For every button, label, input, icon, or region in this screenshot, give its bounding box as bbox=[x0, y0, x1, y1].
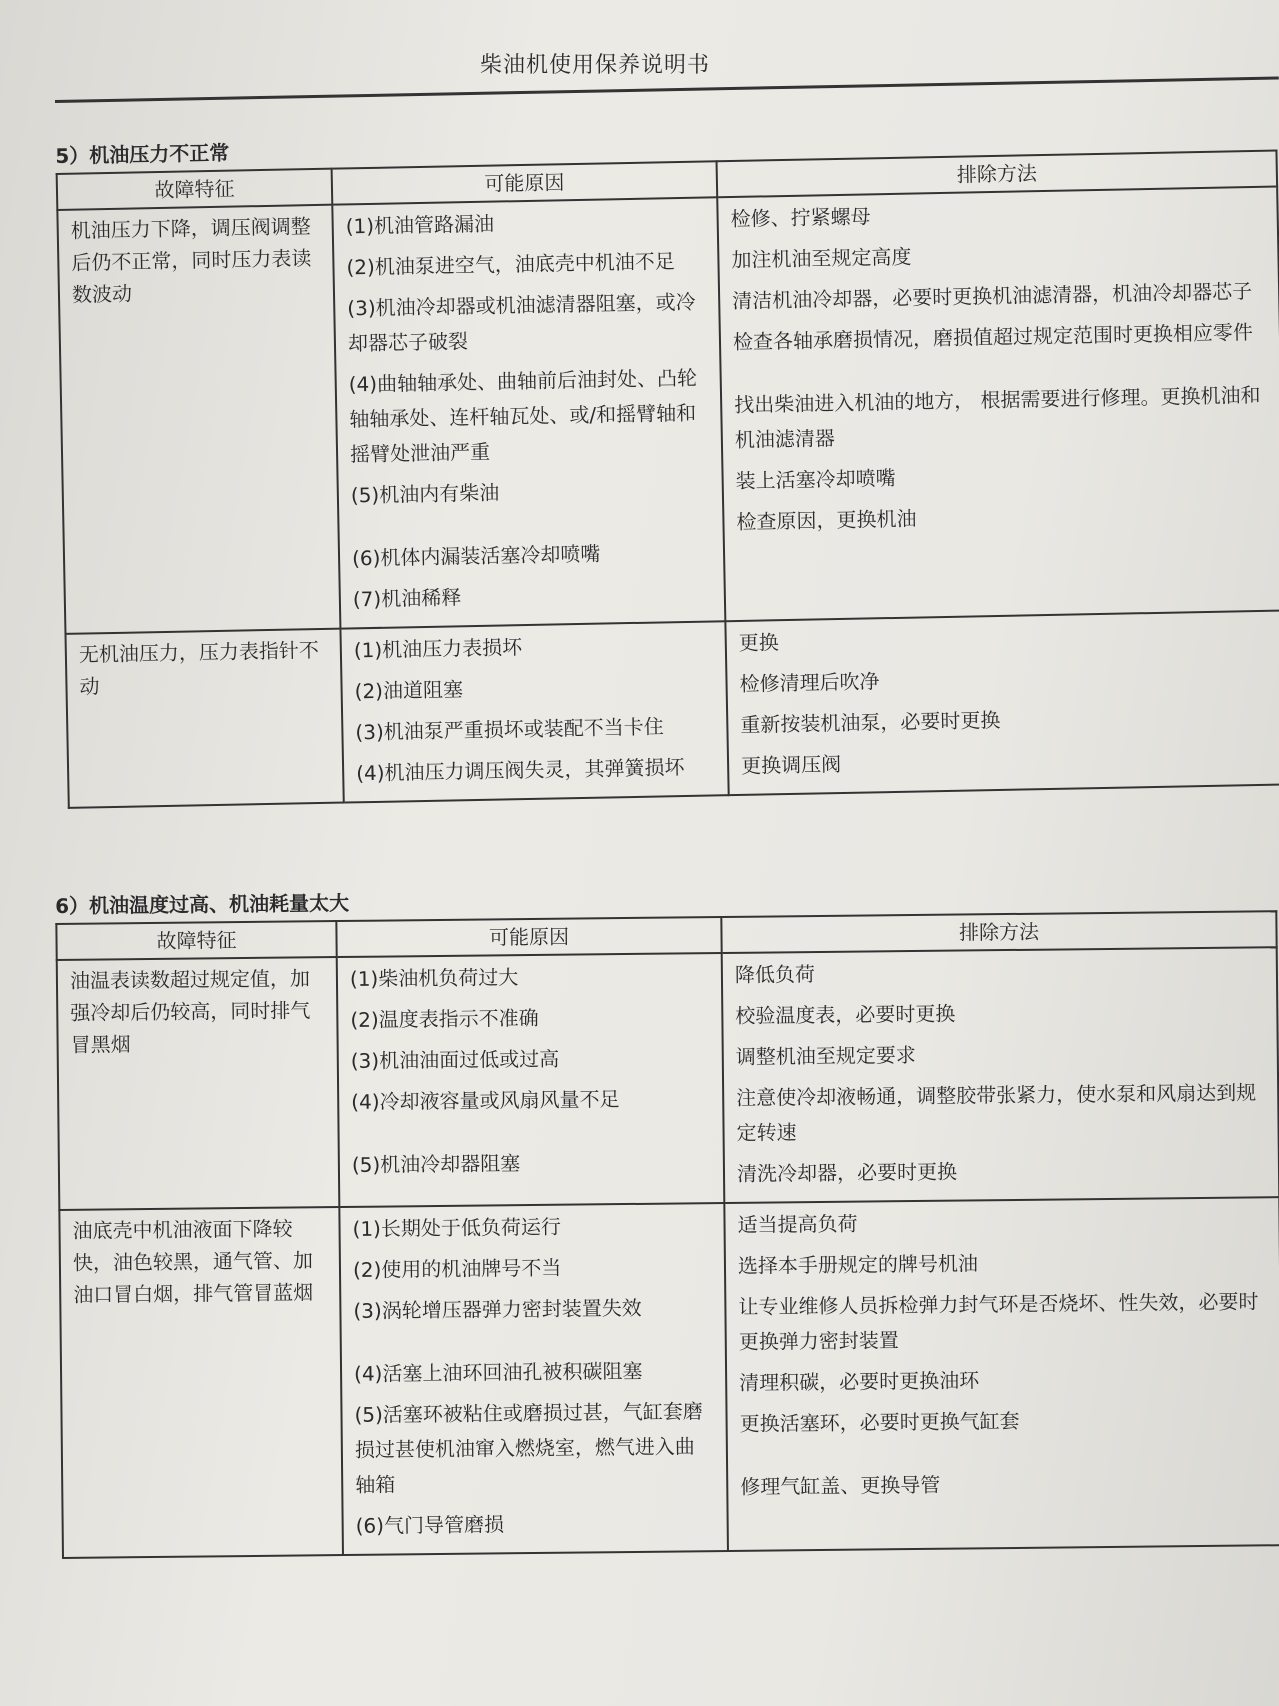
symptom-cell: 油温表读数超过规定值，加强冷却后仍较高，同时排气冒黑烟 bbox=[57, 957, 340, 1210]
remedy-item: 清理积碳，必要时更换油环 bbox=[739, 1368, 980, 1395]
cause-item: (6)机体内漏装活塞冷却喷嘴 bbox=[351, 541, 601, 571]
cause-item: (3)机油油面过低或过高 bbox=[350, 1046, 560, 1073]
cause-item: (5)机油内有柴油 bbox=[350, 480, 500, 508]
remedy-cell bbox=[722, 947, 1279, 1203]
cause-item: (1)机油压力表损坏 bbox=[353, 635, 523, 663]
remedy-item: 更换活塞环，必要时更换气缸套 bbox=[739, 1408, 1020, 1436]
remedy-cell bbox=[717, 187, 1279, 622]
cause-item: (4)冷却液容量或风扇风量不足 bbox=[351, 1087, 620, 1114]
cause-item: (3)涡轮增压器弹力密封装置失效 bbox=[353, 1295, 642, 1323]
remedy-item: 清洁机油冷却器，必要时更换机油滤清器，机油冷却器芯子 bbox=[731, 279, 1253, 314]
remedy-item: 选择本手册规定的牌号机油 bbox=[737, 1251, 979, 1278]
cause-item: (1)机油管路漏油 bbox=[345, 211, 495, 239]
remedy-item: 调整机油至规定要求 bbox=[735, 1042, 916, 1069]
header-rule bbox=[55, 77, 1279, 103]
cause-cell bbox=[332, 197, 725, 628]
table-row bbox=[59, 1197, 1279, 1558]
cause-item: (3)机油泵严重损坏或装配不当卡住 bbox=[355, 714, 664, 745]
cause-cell bbox=[339, 1203, 728, 1555]
cause-item: (5)活塞环被粘住或磨损过甚，气缸套磨损过甚使机油窜入燃烧室，燃气进入曲轴箱 bbox=[354, 1399, 703, 1497]
remedy-item: 更换调压阀 bbox=[740, 752, 842, 778]
remedy-item: 装上活塞冷却喷嘴 bbox=[735, 465, 896, 493]
remedy-item: 清洗冷却器，必要时更换 bbox=[736, 1159, 958, 1186]
column-header-cause: 可能原因 bbox=[332, 161, 718, 204]
table-row bbox=[65, 610, 1279, 807]
cause-item: (1)长期处于低负荷运行 bbox=[352, 1214, 562, 1241]
symptom-cell: 无机油压力，压力表指针不动 bbox=[65, 629, 343, 808]
cause-item: (2)油道阻塞 bbox=[354, 677, 464, 704]
cause-item: (2)机油泵进空气，油底壳中机油不足 bbox=[346, 249, 676, 280]
remedy-item: 修理气缸盖、更换导管 bbox=[740, 1472, 941, 1499]
remedy-item: 检查原因，更换机油 bbox=[736, 506, 917, 534]
cause-item: (3)机油冷却器或机油滤清器阻塞，或冷却器芯子破裂 bbox=[347, 289, 696, 356]
column-header-cause: 可能原因 bbox=[336, 917, 721, 957]
cause-cell bbox=[337, 953, 725, 1207]
remedy-item: 降低负荷 bbox=[734, 962, 816, 987]
remedy-cell bbox=[724, 1197, 1279, 1551]
cause-item: (2)温度表指示不准确 bbox=[350, 1005, 539, 1032]
symptom-cell: 机油压力下降，调压阀调整后仍不正常，同时压力表读数波动 bbox=[57, 205, 340, 634]
cause-item: (4)机油压力调压阀失灵，其弹簧损坏 bbox=[355, 755, 685, 786]
remedy-item: 检修清理后吹净 bbox=[739, 669, 880, 696]
cause-item: (2)使用的机油牌号不当 bbox=[352, 1255, 562, 1282]
column-header-remedy: 排除方法 bbox=[717, 151, 1278, 198]
remedy-item: 加注机油至规定高度 bbox=[731, 244, 912, 273]
section-oil-temperature bbox=[55, 877, 1279, 1559]
fault-table bbox=[55, 910, 1279, 1559]
remedy-item: 找出柴油进入机油的地方， 根据需要进行修理。更换机油和机油滤清器 bbox=[733, 382, 1261, 453]
cause-item: (4)活塞上油环回油孔被积碳阻塞 bbox=[353, 1358, 643, 1386]
remedy-item: 检修、拧紧螺母 bbox=[730, 204, 871, 232]
remedy-item: 更换 bbox=[738, 630, 780, 655]
remedy-item: 检查各轴承磨损情况，磨损值超过规定范围时更换相应零件 bbox=[732, 320, 1254, 355]
table-row bbox=[57, 187, 1279, 634]
remedy-item: 让专业维修人员拆检弹力封气环是否烧坏、性失效，必要时更换弹力密封装置 bbox=[738, 1289, 1259, 1354]
section-oil-pressure bbox=[55, 117, 1279, 809]
remedy-item: 注意使冷却液畅通，调整胶带张紧力，使水泵和风扇达到规定转速 bbox=[736, 1080, 1257, 1145]
section-title: 5）机油压力不正常 bbox=[55, 140, 230, 168]
table-row bbox=[57, 947, 1279, 1210]
column-header-remedy: 排除方法 bbox=[721, 911, 1276, 953]
running-header: 柴油机使用保养说明书 bbox=[480, 53, 711, 78]
cause-item: (5)机油冷却器阻塞 bbox=[351, 1151, 521, 1177]
symptom-cell: 油底壳中机油液面下降较快，油色较黑，通气管、加油口冒白烟，排气管冒蓝烟 bbox=[59, 1207, 343, 1558]
remedy-item: 适当提高负荷 bbox=[737, 1211, 858, 1237]
cause-item: (7)机油稀释 bbox=[352, 585, 462, 612]
section-title: 6）机油温度过高、机油耗量太大 bbox=[55, 890, 350, 918]
remedy-item: 校验温度表，必要时更换 bbox=[735, 1001, 956, 1028]
cause-cell bbox=[340, 621, 728, 802]
cause-item: (6)气门导管磨损 bbox=[355, 1512, 505, 1538]
remedy-cell bbox=[725, 610, 1279, 795]
remedy-item: 重新按装机油泵，必要时更换 bbox=[740, 707, 1001, 737]
column-header-symptom: 故障特征 bbox=[57, 169, 333, 210]
column-header-symptom: 故障特征 bbox=[56, 921, 336, 960]
cause-item: (4)曲轴轴承处、曲轴前后油封处、凸轮轴轴承处、连杆轴瓦处、或/和摇臂轴和摇臂处泄油严重 bbox=[348, 365, 698, 467]
cause-item: (1)柴油机负荷过大 bbox=[349, 965, 519, 991]
fault-table bbox=[56, 150, 1279, 809]
